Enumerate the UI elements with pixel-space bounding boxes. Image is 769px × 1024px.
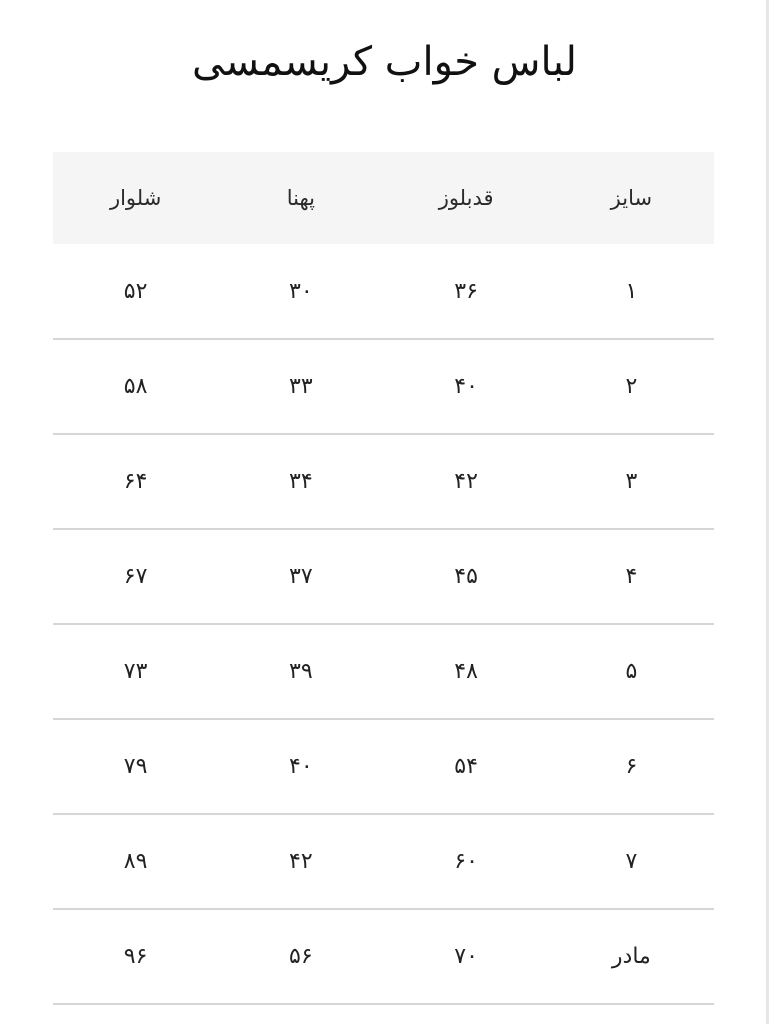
cell-top-length: ۶۰ <box>454 849 478 874</box>
cell-size: ۷ <box>625 849 638 874</box>
cell-width: ۳۰ <box>289 278 313 304</box>
size-chart-table <box>53 152 714 1005</box>
cell-pants: ۹۶ <box>123 944 148 969</box>
cell-size: ۶ <box>625 754 638 779</box>
table-row <box>53 529 714 624</box>
cell-width: ۴۰ <box>289 754 313 779</box>
cell-top-length: ۴۰ <box>454 374 478 399</box>
cell-width: ۵۶ <box>289 944 313 969</box>
cell-top-length: ۷۰ <box>454 944 478 969</box>
cell-top-length: ۴۲ <box>454 469 478 494</box>
cell-top-length: ۴۸ <box>454 659 478 684</box>
cell-pants: ۷۹ <box>123 754 148 779</box>
cell-top-length: ۴۵ <box>454 564 478 589</box>
header-pants: شلوار <box>109 186 162 210</box>
cell-pants: ۶۷ <box>123 564 148 589</box>
header-top-length: قدبلوز <box>438 186 494 210</box>
cell-top-length: ۵۴ <box>454 754 478 779</box>
cell-size: ۴ <box>625 564 638 589</box>
cell-size: ۲ <box>625 374 638 399</box>
cell-size: ۱ <box>625 278 638 304</box>
cell-pants: ۸۹ <box>123 849 148 874</box>
cell-width: ۳۳ <box>289 374 313 399</box>
cell-width: ۳۴ <box>289 469 313 494</box>
table-row <box>53 339 714 434</box>
cell-pants: ۵۲ <box>123 278 148 304</box>
cell-size: ۵ <box>625 659 638 684</box>
table-row <box>53 719 714 814</box>
cell-top-length: ۳۶ <box>454 278 478 304</box>
cell-width: ۴۲ <box>289 849 313 874</box>
table-row <box>53 244 714 339</box>
cell-size: مادر <box>611 944 651 969</box>
cell-pants: ۷۳ <box>123 659 148 684</box>
header-size: سایز <box>610 186 653 210</box>
cell-width: ۳۹ <box>289 659 313 684</box>
table-row <box>53 434 714 529</box>
cell-width: ۳۷ <box>289 564 313 589</box>
cell-pants: ۶۴ <box>123 469 148 494</box>
table-row <box>53 814 714 909</box>
header-width: پهنا <box>286 186 315 210</box>
table-row <box>53 624 714 719</box>
table-header-row <box>53 152 714 244</box>
page-title: لباس خواب کریسمسی <box>192 39 577 85</box>
cell-size: ۳ <box>625 469 638 494</box>
cell-pants: ۵۸ <box>123 374 148 399</box>
table-row <box>53 909 714 1004</box>
